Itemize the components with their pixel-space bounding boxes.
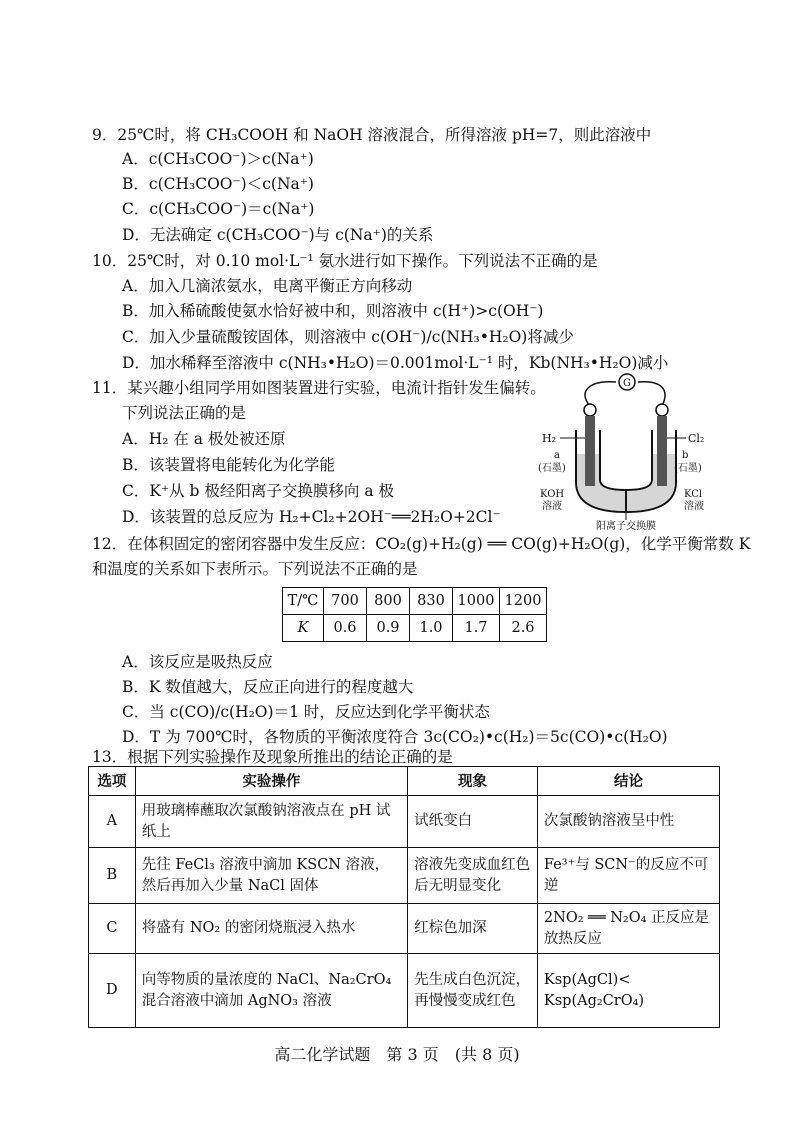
table-header-k: K (283, 615, 324, 642)
table-cell: 1.7 (453, 615, 500, 642)
table-row (89, 796, 720, 848)
table-cell: 0.9 (367, 615, 410, 642)
q9-option-b: B．c(CH₃COO⁻)＜c(Na⁺) (122, 175, 314, 193)
q12-option-d: D．T 为 700℃时，各物质的平衡浓度符合 3c(CO₂)•c(H₂)＝5c(CO)•c(H₂O) (122, 728, 668, 746)
row-operation: 先往 FeCl₃ 溶液中滴加 KSCN 溶液，然后再加入少量 NaCl 固体 (135, 848, 407, 904)
table-cell: 1.0 (410, 615, 453, 642)
table-row-k (283, 615, 547, 642)
row-phenomenon: 溶液先变成血红色后无明显变化 (408, 848, 538, 904)
label-cl2: Cl₂ (688, 432, 705, 445)
label-a: a (554, 450, 560, 461)
q9-option-a: A．c(CH₃COO⁻)＞c(Na⁺) (122, 150, 314, 168)
wire-left (585, 382, 616, 406)
row-phenomenon: 先生成白色沉淀，再慢慢变成红色 (408, 954, 538, 1028)
q10-stem: 10．25℃时，对 0.10 mol·L⁻¹ 氨水进行如下操作。下列说法不正确的是 (92, 252, 598, 270)
table-row (89, 904, 720, 954)
page-footer: 高二化学试题 第 3 页 (共 8 页) (274, 1045, 520, 1064)
q9-stem: 9．25℃时，将 CH₃COOH 和 NaOH 溶液混合，所得溶液 pH=7，则此溶液中 (92, 126, 652, 144)
table-row-temperature (283, 588, 547, 615)
q12-stem: 12．在体积固定的密闭容器中发生反应：CO₂(g)+H₂(g) ══ CO(g)+H₂O(g)，化学平衡常数 K (92, 535, 751, 553)
q9-option-d: D．无法确定 c(CH₃COO⁻)与 c(Na⁺)的关系 (122, 226, 434, 244)
q12-option-b: B．K 数值越大，反应正向进行的程度越大 (122, 678, 414, 696)
row-operation: 用玻璃棒蘸取次氯酸钠溶液点在 pH 试纸上 (135, 796, 407, 848)
fuel-cell-diagram (538, 372, 718, 532)
galvanometer-label: G (623, 378, 631, 389)
row-operation: 将盛有 NO₂ 的密闭烧瓶浸入热水 (135, 904, 407, 954)
q11-option-b: B．该装置将电能转化为化学能 (122, 456, 335, 474)
table-header-row (89, 767, 720, 796)
q10-option-d: D．加水稀释至溶液中 c(NH₃•H₂O)＝0.001mol·L⁻¹ 时，Kb(NH₃•H₂O)减小 (122, 354, 669, 372)
q10-option-b: B．加入稀硫酸使氨水恰好被中和，则溶液中 c(H⁺)>c(OH⁻) (122, 302, 544, 320)
row-conclusion: 次氯酸钠溶液呈中性 (537, 796, 719, 848)
row-option: B (89, 848, 136, 904)
table-header-t: T/℃ (283, 588, 324, 615)
row-conclusion: Fe³⁺与 SCN⁻的反应不可逆 (537, 848, 719, 904)
wire-right (638, 382, 665, 406)
experiment-table (88, 766, 720, 1028)
label-kcl-solution: 溶液 (684, 501, 704, 512)
electrode-cap-right (656, 404, 668, 416)
header-option: 选项 (89, 767, 136, 796)
q12-option-a: A．该反应是吸热反应 (122, 653, 273, 671)
row-option: D (89, 954, 136, 1028)
q11-option-c: C．K⁺从 b 极经阳离子交换膜移向 a 极 (122, 482, 394, 500)
table-cell: 0.6 (324, 615, 367, 642)
equilibrium-constant-table (282, 587, 547, 642)
label-membrane: 阳离子交换膜 (596, 521, 656, 532)
label-kcl: KCl (684, 489, 703, 500)
row-option: A (89, 796, 136, 848)
q9-option-c: C．c(CH₃COO⁻)＝c(Na⁺) (122, 200, 315, 218)
label-koh: KOH (540, 489, 565, 500)
q12-stem-2: 和温度的关系如下表所示。下列说法不正确的是 (92, 560, 418, 578)
row-operation: 向等物质的量浓度的 NaCl、Na₂CrO₄ 混合溶液中滴加 AgNO₃ 溶液 (135, 954, 407, 1028)
q10-option-c: C．加入少量硫酸铵固体，则溶液中 c(OH⁻)/c(NH₃•H₂O)将减少 (122, 328, 574, 346)
u-tube-inner (600, 430, 652, 490)
table-row (89, 848, 720, 904)
q10-option-a: A．加入几滴浓氨水，电离平衡正方向移动 (122, 277, 413, 295)
q11-stem-2: 下列说法正确的是 (122, 404, 247, 422)
row-conclusion: Ksp(AgCl)< Ksp(Ag₂CrO₄) (537, 954, 719, 1028)
table-cell: 700 (324, 588, 367, 615)
q11-option-d: D．该装置的总反应为 H₂+Cl₂+2OH⁻══2H₂O+2Cl⁻ (122, 508, 501, 526)
row-option: C (89, 904, 136, 954)
q11-option-a: A．H₂ 在 a 极处被还原 (122, 430, 286, 448)
q11-stem: 11．某兴趣小组同学用如图装置进行实验，电流计指针发生偏转。 (92, 379, 546, 397)
electrode-b (657, 416, 667, 486)
row-conclusion: 2NO₂ ══ N₂O₄ 正反应是放热反应 (537, 904, 719, 954)
label-koh-solution: 溶液 (542, 501, 562, 512)
label-a-note: (石墨) (538, 463, 566, 474)
row-phenomenon: 红棕色加深 (408, 904, 538, 954)
electrode-a (585, 416, 595, 486)
table-cell: 2.6 (500, 615, 547, 642)
electrode-cap-left (584, 404, 596, 416)
table-cell: 1200 (500, 588, 547, 615)
table-cell: 1000 (453, 588, 500, 615)
label-h2: H₂ (542, 432, 557, 445)
label-b: b (682, 450, 689, 461)
header-operation: 实验操作 (135, 767, 407, 796)
row-phenomenon: 试纸变白 (408, 796, 538, 848)
table-row (89, 954, 720, 1028)
q13-stem: 13．根据下列实验操作及现象所推出的结论正确的是 (92, 748, 453, 766)
header-phenomenon: 现象 (408, 767, 538, 796)
table-cell: 800 (367, 588, 410, 615)
header-conclusion: 结论 (537, 767, 719, 796)
table-cell: 830 (410, 588, 453, 615)
label-b-note: (石墨) (674, 463, 702, 474)
q12-option-c: C．当 c(CO)/c(H₂O)＝1 时，反应达到化学平衡状态 (122, 703, 490, 721)
